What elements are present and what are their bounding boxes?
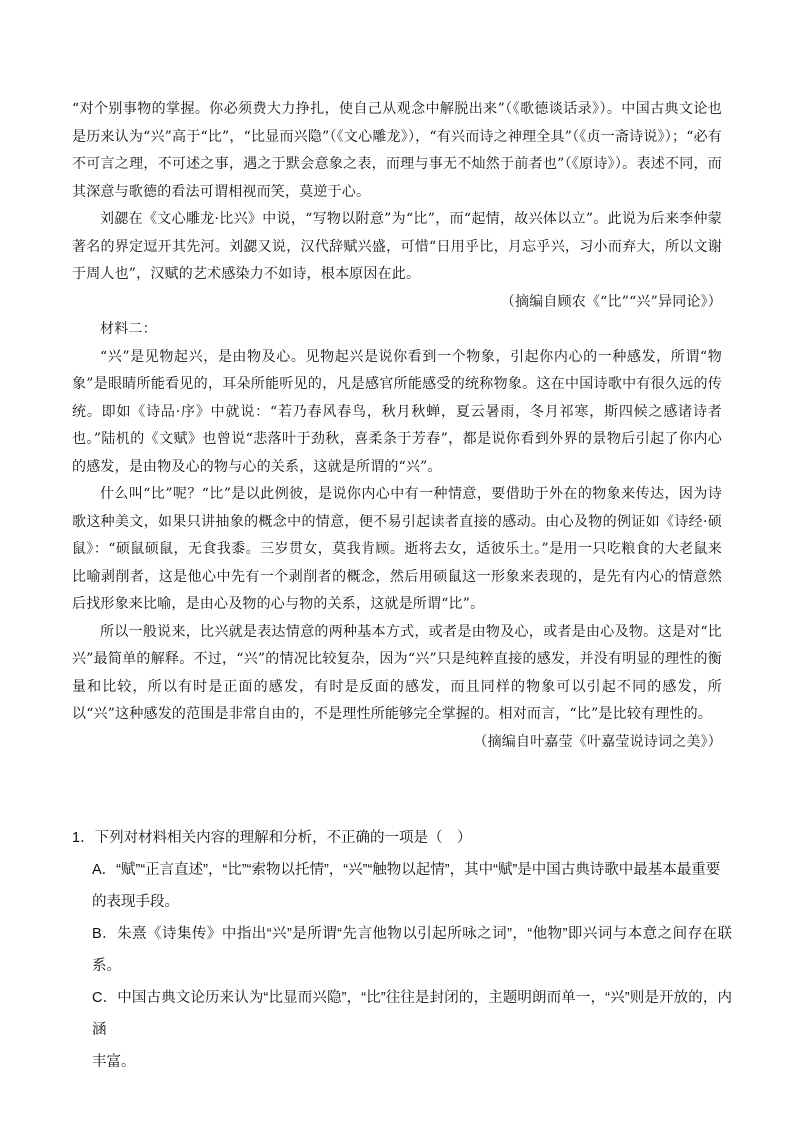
option-a-continuation: 的表现手段。 [92,894,179,910]
material2-label: 材料二： [100,321,157,337]
material2-paragraph-2: 什么叫“比”呢？“比”是以此例彼，是说你内心中有一种情意，要借助于外在的物象来传达，因为诗歌这种美文，如果只讲抽象的概念中的情意，便不易引起读者直接的感动。由心及物的例证如《诗经·硕鼠》：“硕鼠硕鼠，无食我黍。三岁贯女，莫我肯顾。逝将去女，适彼乐土。”是用一只吃粮食的大老鼠来比喻剥削者，这是他心中先有一个剥削者的概念，然后用硕鼠这一形象来表现的，是先有内心的情意然后找形象来比喻，是由心及物的心与物的关系，这就是所谓“比”。 [72,486,722,612]
option-b: B．朱熹《诗集传》中指出“兴”是所谓“先言他物以引起所咏之词”，“他物”即兴词与本意之间存在联系。 [92,926,732,974]
question-stem: 1．下列对材料相关内容的理解和分析，不正确的一项是（ ） [72,830,472,846]
option-c-continuation: 丰富。 [92,1054,136,1070]
material2-paragraph-1: “兴”是见物起兴，是由物及心。见物起兴是说你看到一个物象，引起你内心的一种感发，所谓“物象”是眼睛所能看见的，耳朵所能听见的，凡是感官所能感受的统称物象。这在中国诗歌中有很久远的传统。即如《诗品·序》中就说：“若乃春风春鸟，秋月秋蝉，夏云暑雨，冬月祁寒，斯四候之感诸诗者也。”陆机的《文赋》也曾说“悲落叶于劲秋，喜柔条于芳春”，都是说你看到外界的景物后引起了你内心的感发，是由物及心的物与心的关系，这就是所谓的“兴”。 [72,348,722,475]
reading-material [72,96,722,756]
option-a: A．“赋”“正言直述”，“比”“索物以托情”，“兴”“触物以起情”，其中“赋”是中国古典诗歌中最基本最重要 [92,862,721,878]
option-c: C．中国古典文论历来认为“比显而兴隐”，“比”往往是封闭的，主题明朗而单一，“兴”则是开放的，内涵 [92,990,732,1038]
question-1 [72,822,732,1078]
material1-paragraph-1: “对个别事物的掌握。你必须费大力挣扎，使自己从观念中解脱出来”（《歌德谈话录》）。中国古典文论也是历来认为“兴”高于“比”，“比显而兴隐”（《文心雕龙》），“有兴而诗之神理全具”（《贞一斋诗说》）；“必有不可言之理，不可述之事，遇之于默会意象之表，而理与事无不灿然于前者也”（《原诗》）。表述不同，而其深意与歌德的看法可谓相视而笑，莫逆于心。 [72,101,722,200]
material2-source: （摘编自叶嘉莹《叶嘉莹说诗词之美》） [473,733,722,750]
material2-paragraph-3: 所以一般说来，比兴就是表达情意的两种基本方式，或者是由物及心，或者是由心及物。这是对“比兴”最简单的解释。不过，“兴”的情况比较复杂，因为“兴”只是纯粹直接的感发，并没有明显的理性的衡量和比较，所以有时是正面的感发，有时是反面的感发，而且同样的物象可以引起不同的感发，所以“兴”这种感发的范围是非常自由的，不是理性所能够完全掌握的。相对而言，“比”是比较有理性的。 [72,623,722,722]
material1-source: （摘编自顾农《“比”“兴”异同论》） [500,293,722,310]
material1-paragraph-2: 刘勰在《文心雕龙·比兴》中说，“写物以附意”为“比”，而“起情，故兴体以立”。此说为后来李仲蒙著名的界定逗开其先河。刘勰又说，汉代辞赋兴盛，可惜“日用乎比，月忘乎兴，习小而弃大，所以文谢于周人也”，汉赋的艺术感染力不如诗，根本原因在此。 [72,211,722,282]
